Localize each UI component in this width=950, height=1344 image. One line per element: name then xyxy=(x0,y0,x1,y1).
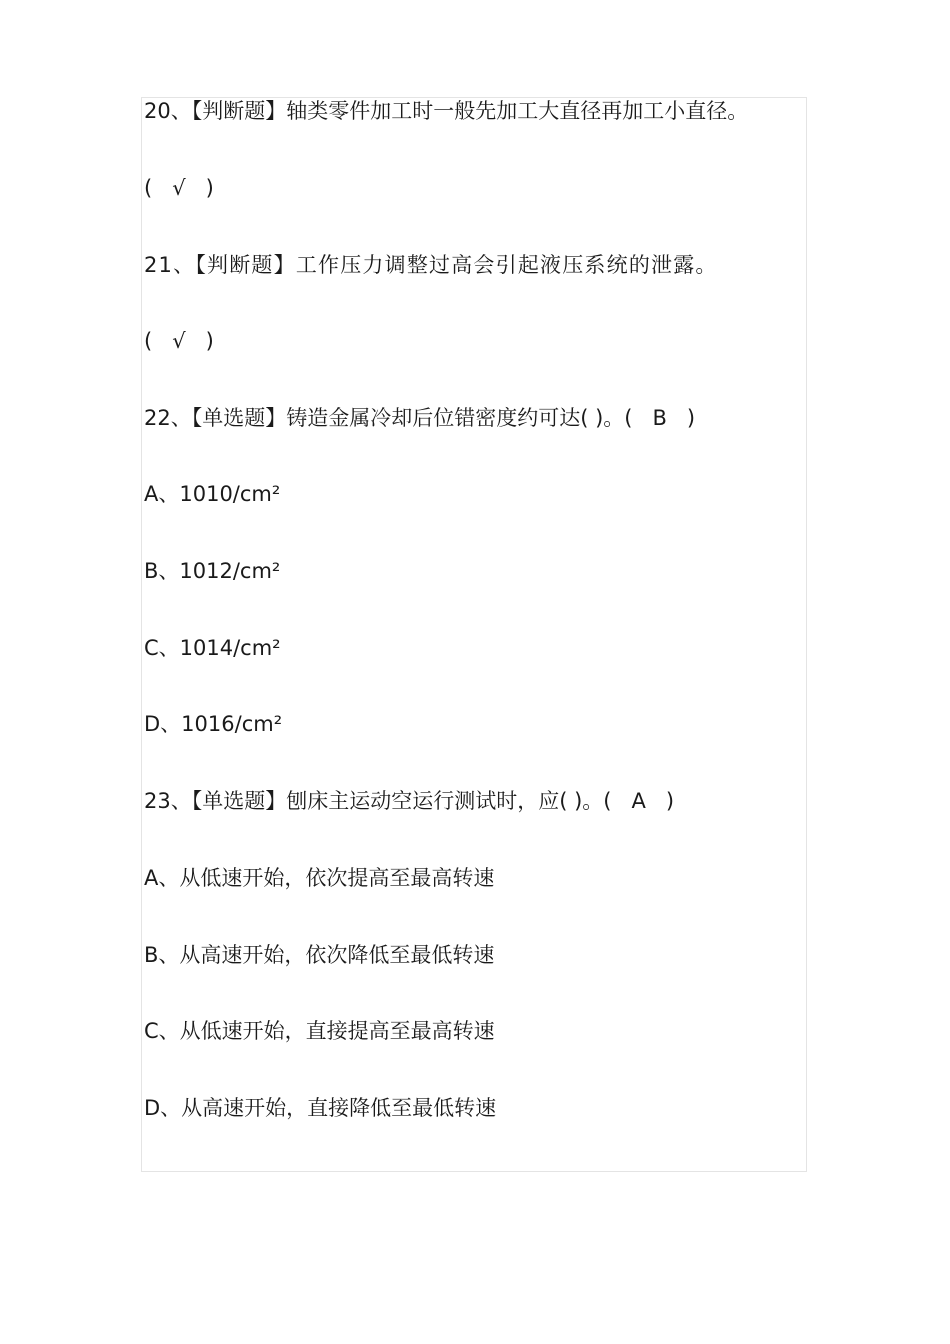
question-20-stem: 20、【判断题】轴类零件加工时一般先加工大直径再加工小直径。 xyxy=(144,99,749,123)
question-22-stem: 22、【单选题】铸造金属冷却后位错密度约可达( )。( B ) xyxy=(144,406,696,430)
question-22-option-b: B、1012/cm² xyxy=(144,559,281,583)
question-23-stem: 23、【单选题】刨床主运动空运行测试时，应( )。( A ) xyxy=(144,789,675,813)
question-21-answer: ( √ ) xyxy=(144,329,214,353)
question-20-answer: ( √ ) xyxy=(144,176,214,200)
question-23-option-a: A、从低速开始，依次提高至最高转速 xyxy=(144,866,495,890)
question-22-option-a: A、1010/cm² xyxy=(144,482,281,506)
question-21-stem: 21、【判断题】工作压力调整过高会引起液压系统的泄露。 xyxy=(144,253,718,277)
question-23-option-d: D、从高速开始，直接降低至最低转速 xyxy=(144,1096,497,1120)
question-23-option-c: C、从低速开始，直接提高至最高转速 xyxy=(144,1019,495,1043)
question-22-option-c: C、1014/cm² xyxy=(144,636,281,660)
question-22-option-d: D、1016/cm² xyxy=(144,712,283,736)
question-23-option-b: B、从高速开始，依次降低至最低转速 xyxy=(144,943,495,967)
